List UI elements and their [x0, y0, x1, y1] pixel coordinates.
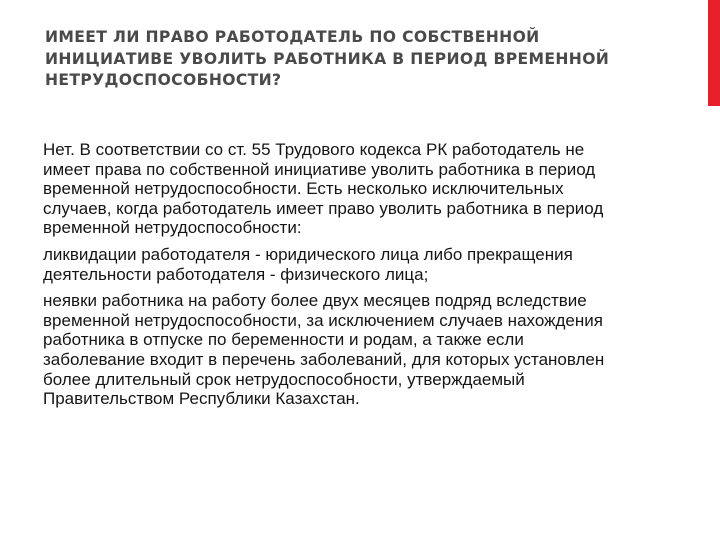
paragraph-answer: Нет. В соответствии со ст. 55 Трудового кодекса РК работодатель не имеет права по собственной инициативе уволить работника в период временной нетрудоспособности. Есть несколько исключительных случаев, когда работодатель имеет право уволить работника в период временной нетрудоспособности: [43, 140, 604, 238]
slide-body [43, 140, 623, 416]
slide-title: ИМЕЕТ ЛИ ПРАВО РАБОТОДАТЕЛЬ ПО СОБСТВЕННОЙ ИНИЦИАТИВЕ УВОЛИТЬ РАБОТНИКА В ПЕРИОД ВРЕМЕННОЙ НЕТРУДОСПОСОБНОСТИ? [45, 28, 610, 89]
paragraph-exception-liquidation: ликвидации работодателя - юридического лица либо прекращения деятельности работодателя - физического лица; [43, 244, 573, 284]
paragraph-exception-absence: неявки работника на работу более двух месяцев подряд вследствие временной нетрудоспособности, за исключением случаев нахождения работника в отпуске по беременности и родам, а также если заболевание входит в перечень заболеваний, для которых установлен более длительный срок нетрудоспособности, утверждаемый Правительством Республики Казахстан. [43, 291, 605, 409]
accent-bar [708, 0, 720, 106]
